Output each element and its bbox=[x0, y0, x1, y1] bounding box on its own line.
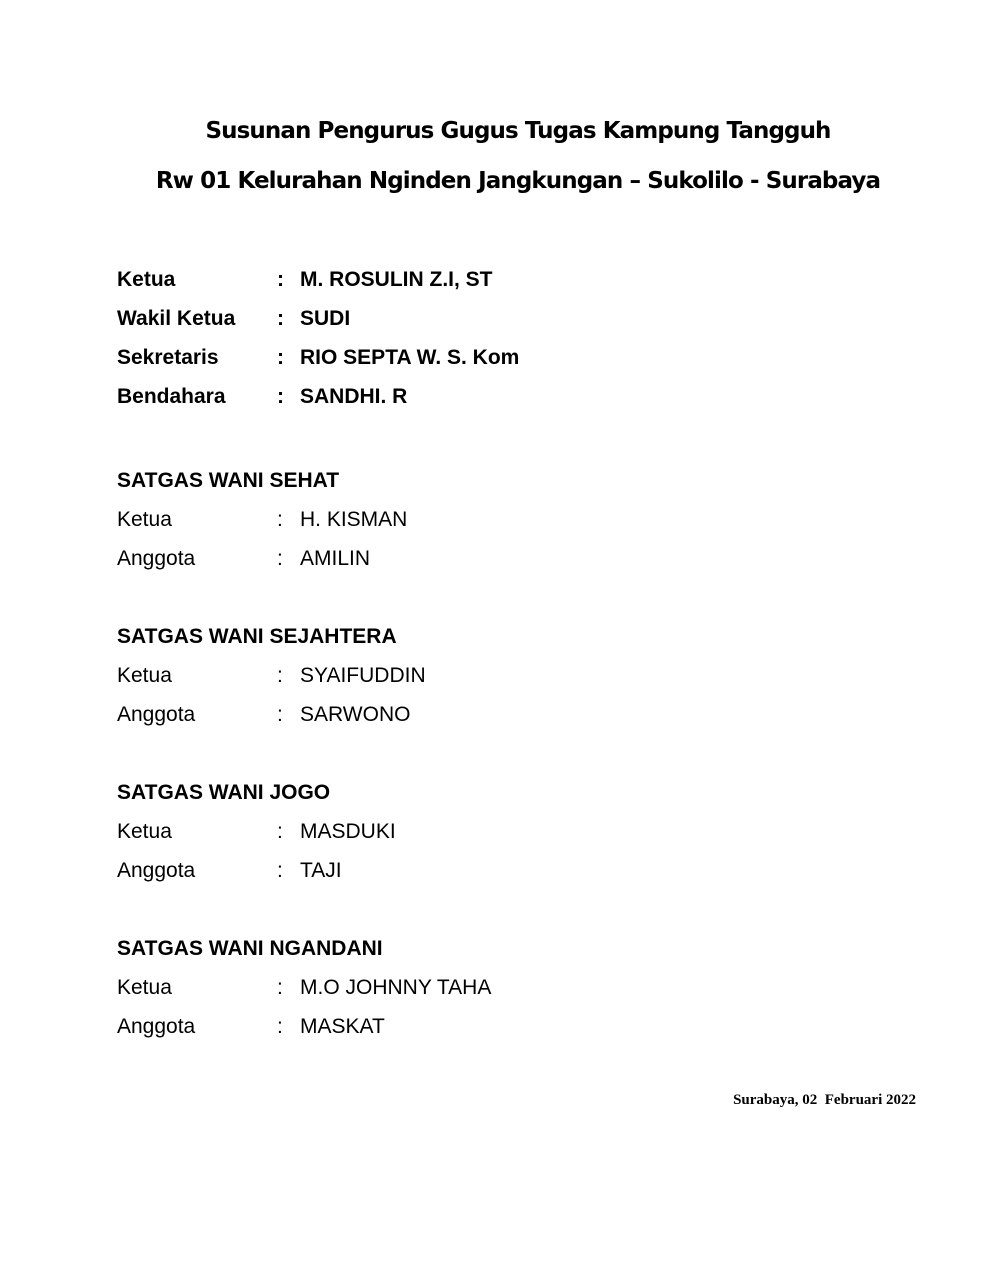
separator: : bbox=[277, 346, 284, 369]
role-label: Ketua bbox=[117, 268, 176, 291]
member-name: TAJI bbox=[300, 859, 342, 882]
member-name: M. ROSULIN Z.I, ST bbox=[300, 268, 493, 291]
section-heading-wani-sejahtera: SATGAS WANI SEJAHTERA bbox=[117, 625, 397, 648]
role-label: Wakil Ketua bbox=[117, 307, 236, 330]
member-name: MASDUKI bbox=[300, 820, 396, 843]
member-name: AMILIN bbox=[300, 547, 371, 570]
member-name: M.O JOHNNY TAHA bbox=[300, 976, 492, 999]
role-label: Ketua bbox=[117, 820, 172, 843]
separator: : bbox=[277, 547, 283, 570]
role-label: Anggota bbox=[117, 703, 196, 726]
separator: : bbox=[277, 268, 284, 291]
separator: : bbox=[277, 976, 283, 999]
section-heading-wani-sehat: SATGAS WANI SEHAT bbox=[117, 469, 340, 492]
separator: : bbox=[277, 820, 283, 843]
separator: : bbox=[277, 664, 283, 687]
separator: : bbox=[277, 859, 283, 882]
role-label: Ketua bbox=[117, 976, 172, 999]
role-label: Ketua bbox=[117, 508, 172, 531]
separator: : bbox=[277, 307, 284, 330]
member-name: SANDHI. R bbox=[300, 385, 408, 408]
member-name: MASKAT bbox=[300, 1015, 385, 1038]
role-label: Anggota bbox=[117, 1015, 196, 1038]
document-title-line-1: Susunan Pengurus Gugus Tugas Kampung Tangguh bbox=[205, 118, 831, 144]
role-label: Ketua bbox=[117, 664, 172, 687]
member-name: SARWONO bbox=[300, 703, 411, 726]
member-name: H. KISMAN bbox=[300, 508, 408, 531]
footer-date: Surabaya, 02 Februari 2022 bbox=[733, 1092, 916, 1108]
separator: : bbox=[277, 703, 283, 726]
member-name: SUDI bbox=[300, 307, 351, 330]
role-label: Anggota bbox=[117, 859, 196, 882]
separator: : bbox=[277, 508, 283, 531]
document-title-line-2: Rw 01 Kelurahan Nginden Jangkungan – Sukolilo - Surabaya bbox=[155, 168, 881, 194]
role-label: Anggota bbox=[117, 547, 196, 570]
role-label: Bendahara bbox=[117, 385, 226, 408]
member-name: SYAIFUDDIN bbox=[300, 664, 426, 687]
separator: : bbox=[277, 385, 284, 408]
member-name: RIO SEPTA W. S. Kom bbox=[300, 346, 520, 369]
separator: : bbox=[277, 1015, 283, 1038]
role-label: Sekretaris bbox=[117, 346, 219, 369]
section-heading-wani-ngandani: SATGAS WANI NGANDANI bbox=[117, 937, 383, 960]
section-heading-wani-jogo: SATGAS WANI JOGO bbox=[117, 781, 331, 804]
